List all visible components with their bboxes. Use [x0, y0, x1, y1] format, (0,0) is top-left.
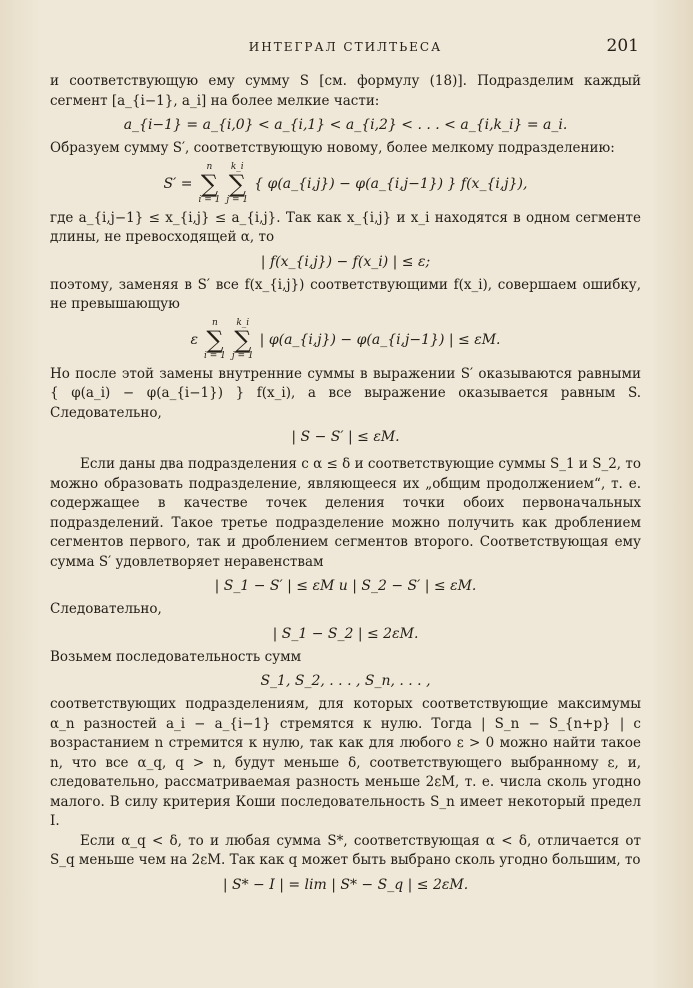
- formula-sum-s-prime: [50, 163, 641, 205]
- sigma-outer: n ∑ i = 1: [198, 161, 221, 205]
- running-title: ИНТЕГРАЛ СТИЛТЬЕСА: [248, 40, 443, 54]
- page-number: 201: [606, 36, 639, 56]
- paragraph-2: Образуем сумму S′, соответствующую новому, более мелкому подразделению:: [50, 140, 615, 156]
- epsilon-factor: ε: [190, 331, 198, 348]
- page-header: [50, 36, 641, 64]
- paragraph-4: поэтому, заменяя в S′ все f(x_{i,j}) соответствующими f(x_i), совершаем ошибку, не превышающую: [50, 276, 641, 312]
- paragraph-10: Если α_q < δ, то и любая сумма S*, соответствующая α < δ, отличается от S_q меньше чем на 2εM. Так как q может быть выбрано сколь угодно большим, то: [50, 832, 641, 868]
- formula-f-difference: | f(x_{i,j}) − f(x_i) | ≤ ε;: [260, 253, 431, 270]
- formula-limit: | S* − I | = lim | S* − S_q | ≤ 2εM.: [222, 876, 469, 893]
- formula-s1-s2: | S_1 − S_2 | ≤ 2εM.: [272, 625, 419, 642]
- formula-subdivision: a_{i−1} = a_{i,0} < a_{i,1} < a_{i,2} < . . . < a_{i,k_i} = a_i.: [123, 117, 568, 133]
- error-body: | φ(a_{i,j}) − φ(a_{i,j−1}) | ≤ εM.: [259, 331, 501, 348]
- sum-lhs: S′ =: [163, 175, 193, 192]
- paragraph-6: Если даны два подразделения с α ≤ δ и соответствующие суммы S_1 и S_2, то можно образовать подразделение, являющееся их „общим продолжением“, т. е. содержащее в качестве точек деления точки обоих первоначальных подразделений. Такое третье подразделение можно получить как дроблением сегментов первого, так и дроблением сегментов второго. Соответствующая ему сумма S′ удовлетворяет неравенствам: [50, 456, 641, 570]
- paragraph-8: Возьмем последовательность сумм: [50, 648, 302, 665]
- sigma-outer-2: n ∑ i = 1: [204, 317, 226, 361]
- formula-s-s-prime: | S − S′ | ≤ εM.: [291, 429, 400, 445]
- sigma-inner: k_i ∑ j = 1: [226, 161, 249, 205]
- sigma-inner-2: k_i ∑ j = 1: [231, 317, 254, 361]
- paragraph-1: и соответствующую ему сумму S [см. формулу (18)]. Подразделим каждый сегмент [a_{i−1}, a_i] на более мелкие части:: [50, 73, 641, 109]
- sum-body: { φ(a_{i,j}) − φ(a_{i,j−1}) } f(x_{i,j}),: [254, 175, 528, 192]
- formula-two-bounds: | S_1 − S′ | ≤ εM и | S_2 − S′ | ≤ εM.: [214, 578, 477, 594]
- formula-sequence: S_1, S_2, . . . , S_n, . . . ,: [260, 673, 431, 689]
- paragraph-7: Следовательно,: [50, 601, 162, 617]
- formula-error-bound: [50, 319, 641, 361]
- paragraph-9: соответствующих подразделениям, для которых соответствующие максимумы α_n разностей a_i − a_{i−1} стремятся к нулю. Тогда | S_n − S_{n+p} | с возрастанием n стремится к нулю, так как для любого ε > 0 можно найти такое n, что все α_q, q > n, будут меньше δ, соответствующего выбранному ε, и, следовательно, рассматриваемая разность меньше 2εM, т. е. числа сколь угодно малого. В силу критерия Коши последовательность S_n имеет некоторый предел I.: [50, 696, 641, 829]
- paragraph-3: где a_{i,j−1} ≤ x_{i,j} ≤ a_{i,j}. Так как x_{i,j} и x_i находятся в одном сегменте длины, не превосходящей α, то: [50, 209, 641, 245]
- paragraph-5: Но после этой замены внутренние суммы в выражении S′ оказываются равными { φ(a_i) − φ(a_{i−1}) } f(x_i), а все выражение оказывается равным S. Следовательно,: [50, 365, 641, 421]
